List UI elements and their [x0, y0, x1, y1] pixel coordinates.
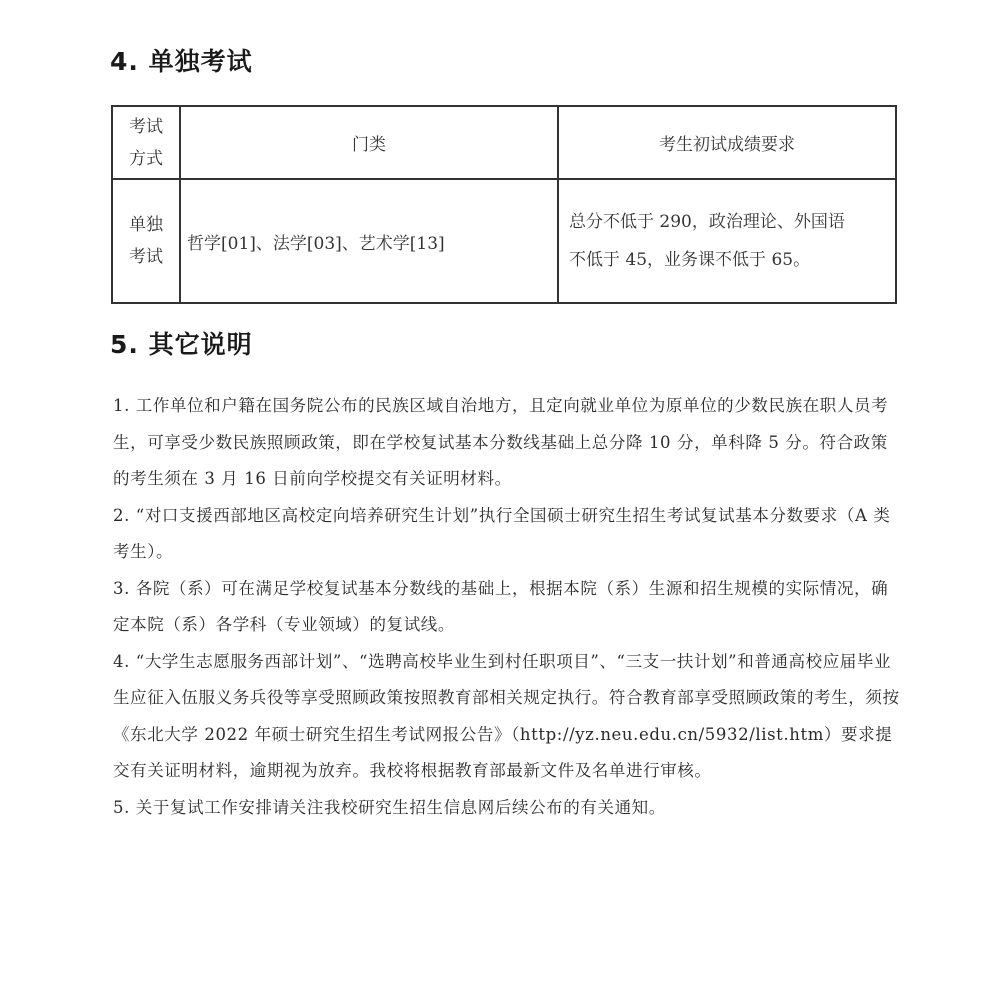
header-method-cell — [112, 106, 180, 179]
row-method-cell — [112, 179, 180, 303]
row-requirement-line1: 总分不低于 290，政治理论、外国语 — [569, 212, 845, 232]
note-paragraph: 3. 各院（系）可在满足学校复试基本分数线的基础上，根据本院（系）生源和招生规模的实际情况，确定本院（系）各学科（专业领域）的复试线。 — [113, 578, 889, 634]
row-method-line1: 单独 — [129, 215, 163, 235]
header-method-line1: 考试 — [129, 116, 163, 137]
note-paragraph: 1. 工作单位和户籍在国务院公布的民族区域自治地方，且定向就业单位为原单位的少数民族在职人员考生，可享受少数民族照顾政策，即在学校复试基本分数线基础上总分降 10 分，单科降 5 分。符合政策的考生须在 3 月 16 日前向学校提交有关证明材料。 — [113, 396, 889, 488]
header-method-line2: 方式 — [129, 148, 163, 169]
section-5-title: 5. 其它说明 — [110, 330, 253, 359]
header-category-cell: 门类 — [180, 106, 558, 179]
note-paragraph: 5. 关于复试工作安排请关注我校研究生招生信息网后续公布的有关通知。 — [113, 797, 666, 817]
row-method-line2: 考试 — [129, 247, 163, 267]
exam-requirements-table — [111, 105, 897, 304]
table-header-row — [112, 106, 896, 179]
header-requirement-cell: 考生初试成绩要求 — [558, 106, 896, 179]
note-paragraph: 2. “对口支援西部地区高校定向培养研究生计划”执行全国硕士研究生招生考试复试基本分数要求（A 类考生）。 — [113, 505, 891, 561]
notes-list — [113, 388, 903, 826]
row-requirement-cell — [558, 179, 896, 303]
note-paragraph: 4. “大学生志愿服务西部计划”、“选聘高校毕业生到村任职项目”、“三支一扶计划”和普通高校应届毕业生应征入伍服义务兵役等享受照顾政策按照教育部相关规定执行。符合教育部享受照顾政策的考生，须按《东北大学 2022 年硕士研究生招生考试网报公告》（http://yz.neu.edu.cn/5932/list.htm）要求提交有关证明材料，逾期视为放弃。我校将根据教育部最新文件及名单进行审核。 — [113, 651, 900, 780]
section-4-title: 4. 单独考试 — [110, 47, 253, 76]
row-category-cell: 哲学[01]、法学[03]、艺术学[13] — [180, 179, 558, 303]
table-row — [112, 179, 896, 303]
row-requirement-line2: 不低于 45，业务课不低于 65。 — [569, 250, 811, 270]
